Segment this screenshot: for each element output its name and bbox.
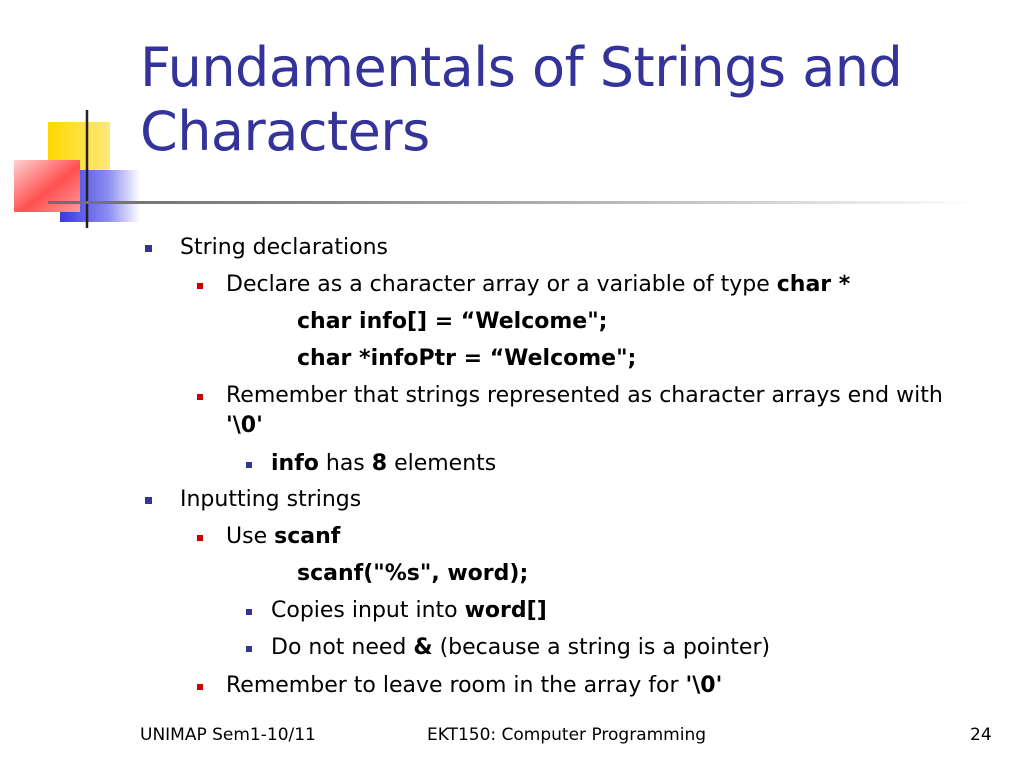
footer-left: UNIMAP Sem1-10/11 <box>140 725 316 745</box>
list-item-text: Remember to leave room in the array for <box>226 673 686 698</box>
footer-center: EKT150: Computer Programming <box>427 725 707 745</box>
bullet-string-declarations <box>180 235 388 261</box>
bullet-l1 <box>145 245 152 252</box>
keyword-bold: '\0' <box>226 413 263 438</box>
bullet-l2 <box>197 394 203 400</box>
bullet-l3 <box>246 609 252 615</box>
code-text: scanf("%s", word); <box>297 561 529 586</box>
list-item-text: (because a string is a pointer) <box>432 635 771 660</box>
keyword-bold: word[] <box>464 598 547 623</box>
corner-decoration <box>0 0 150 240</box>
bullet-declare-char-array <box>226 272 850 298</box>
slide-title <box>140 36 1000 164</box>
bullet-do-not-need-amp <box>271 635 770 661</box>
red-square <box>14 160 80 212</box>
bullet-l2 <box>197 283 203 289</box>
title-line-1: Fundamentals of Strings and <box>140 36 903 99</box>
list-item-text: Declare as a character array or a variable of type <box>226 272 777 297</box>
code-line-info <box>297 309 607 335</box>
bullet-remember-end-with <box>226 383 943 409</box>
list-item-text: Remember that strings represented as character arrays end with <box>226 383 943 408</box>
keyword-bold: 8 <box>371 451 388 476</box>
code-line-scanf <box>297 561 528 587</box>
title-line-2: Characters <box>140 100 430 163</box>
list-item-text: String declarations <box>180 235 388 260</box>
bullet-use-scanf <box>226 524 340 550</box>
bullet-l1 <box>145 497 152 504</box>
title-divider <box>48 201 978 204</box>
list-item-text: has <box>318 451 372 476</box>
code-text: char *infoPtr = “Welcome"; <box>297 346 637 371</box>
bullet-remember-end-with-cont <box>226 413 263 439</box>
bullet-copies-input <box>271 598 547 624</box>
keyword-bold: info <box>271 451 319 476</box>
keyword-bold: & <box>413 635 433 660</box>
list-item-text: Do not need <box>271 635 414 660</box>
bullet-l2 <box>197 535 203 541</box>
code-text: char info[] = “Welcome"; <box>297 309 608 334</box>
bullet-inputting-strings <box>180 487 361 513</box>
list-item-text: Copies input into <box>271 598 465 623</box>
code-line-infoPtr <box>297 346 636 372</box>
slide-number: 24 <box>970 725 992 745</box>
bullet-leave-room <box>226 673 722 699</box>
bullet-info-has-8 <box>271 451 496 477</box>
list-item-text: Inputting strings <box>180 487 362 512</box>
bullet-l3 <box>246 646 252 652</box>
keyword-bold: char * <box>776 272 851 297</box>
bullet-l2 <box>197 684 203 690</box>
list-item-text: elements <box>387 451 497 476</box>
list-item-text: Use <box>226 524 275 549</box>
bullet-l3 <box>246 462 252 468</box>
keyword-bold: '\0' <box>685 673 723 698</box>
keyword-bold: scanf <box>274 524 341 549</box>
